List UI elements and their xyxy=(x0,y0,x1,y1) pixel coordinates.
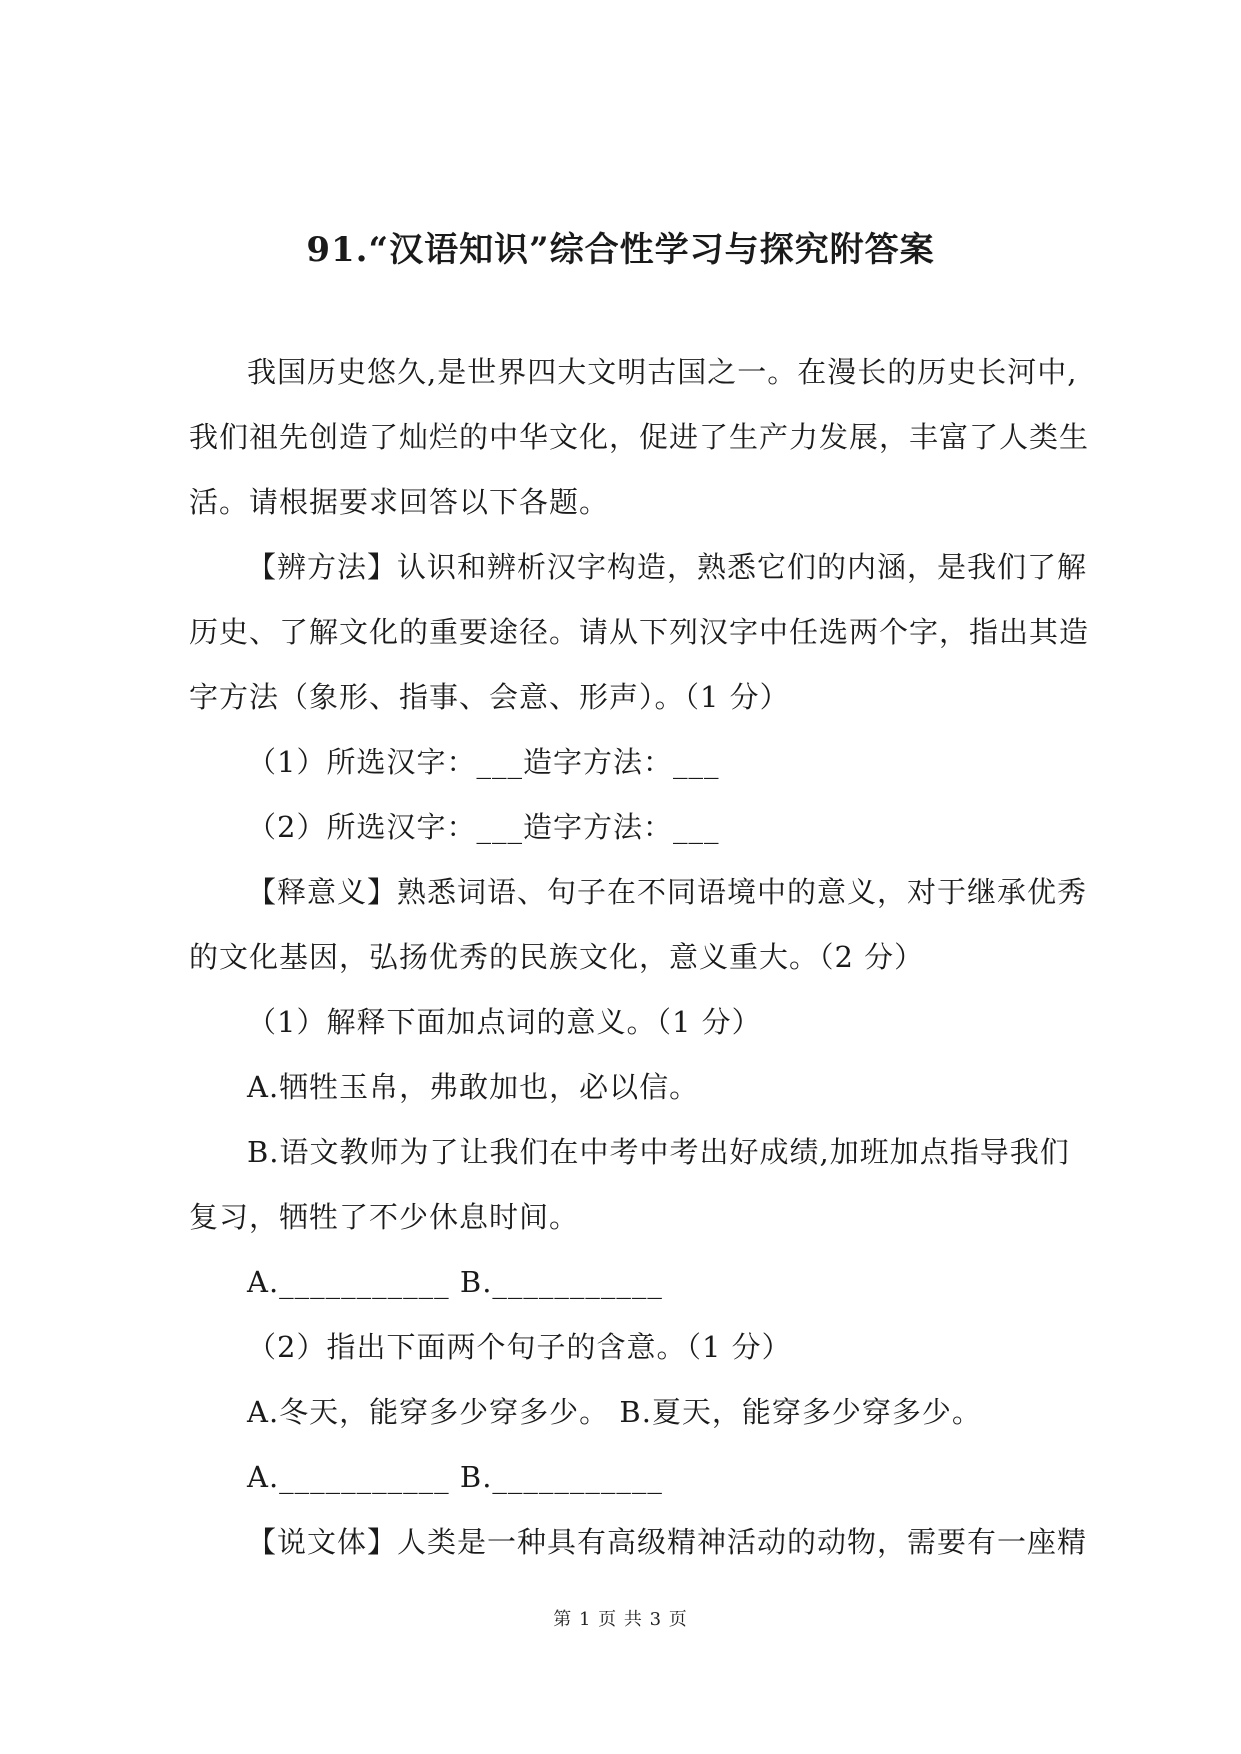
section-shiyiyi-line: 【释意义】熟悉词语、句子在不同语境中的意义，对于继承优秀 xyxy=(247,875,1088,909)
document-body xyxy=(189,352,1090,1587)
option-line: A.冬天，能穿多少穿多少。 B.夏天，能穿多少穿多少。 xyxy=(247,1395,982,1429)
paragraph-line: 复习，牺牲了不少休息时间。 xyxy=(189,1200,580,1234)
paragraph-line: 活。请根据要求回答以下各题。 xyxy=(189,485,610,519)
option-line: A.牺牲玉帛，弗敢加也，必以信。 xyxy=(247,1070,700,1104)
paragraph-line: 我们祖先创造了灿烂的中华文化，促进了生产力发展，丰富了人类生 xyxy=(189,420,1090,454)
paragraph-line: 我国历史悠久,是世界四大文明古国之一。在漫长的历史长河中, xyxy=(247,355,1078,389)
page-footer: 第 1 页 共 3 页 xyxy=(553,1609,688,1630)
paragraph-line: 字方法（象形、指事、会意、形声）。（1 分） xyxy=(189,680,790,714)
question-line: （2）所选汉字：___造字方法：___ xyxy=(247,810,720,844)
option-line: B.语文教师为了让我们在中考中考出好成绩,加班加点指导我们 xyxy=(247,1135,1070,1169)
question-line: （1）解释下面加点词的意义。（1 分） xyxy=(247,1005,762,1039)
answer-blank-line: A.___________ B.___________ xyxy=(247,1460,663,1494)
question-line: （2）指出下面两个句子的含意。（1 分） xyxy=(247,1330,792,1364)
section-bianfangfa-line: 【辨方法】认识和辨析汉字构造，熟悉它们的内涵，是我们了解 xyxy=(247,550,1088,584)
section-shuowenti-line: 【说文体】人类是一种具有高级精神活动的动物，需要有一座精 xyxy=(247,1525,1088,1559)
document-title: 91.“汉语知识”综合性学习与探究附答案 xyxy=(306,230,935,270)
paragraph-line: 的文化基因，弘扬优秀的民族文化，意义重大。（2 分） xyxy=(189,940,925,974)
question-line: （1）所选汉字：___造字方法：___ xyxy=(247,745,720,779)
paragraph-line: 历史、了解文化的重要途径。请从下列汉字中任选两个字，指出其造 xyxy=(189,615,1090,649)
answer-blank-line: A.___________ B.___________ xyxy=(247,1265,663,1299)
